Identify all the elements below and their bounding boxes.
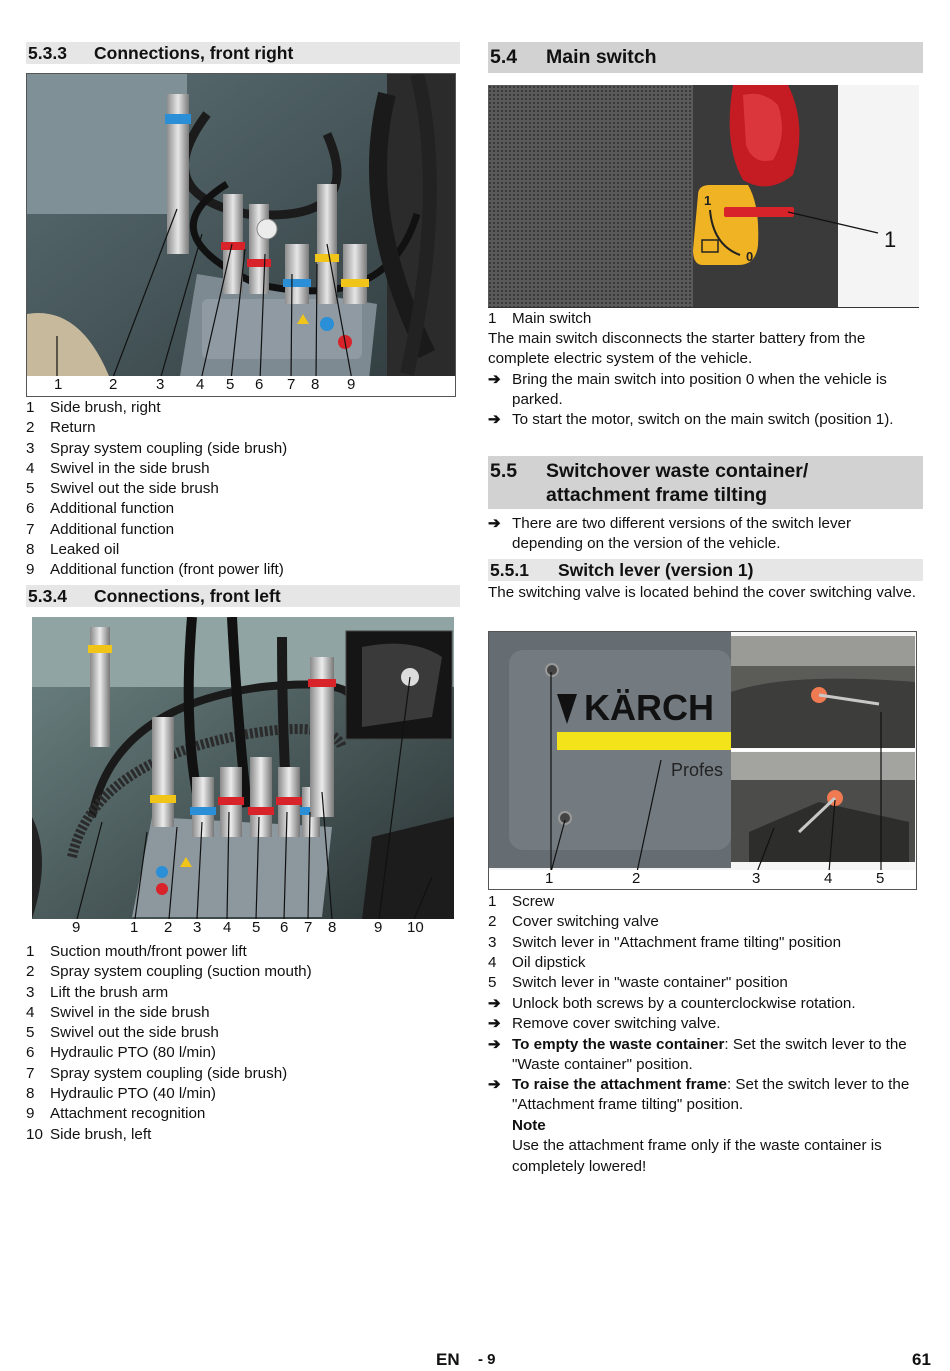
list-item: 7 Spray system coupling (side brush) — [26, 1064, 288, 1082]
legend-list-5-3-3 — [26, 398, 460, 581]
arrow-right-icon: ➔ — [488, 515, 501, 532]
section-title: Connections, front right — [94, 43, 294, 63]
section-number: 5.3.3 — [28, 43, 67, 63]
photo-callout: 2 — [109, 376, 118, 393]
footer-subpage: - 9 — [478, 1351, 496, 1368]
instruction-step: ➔ To start the motor, switch on the main switch (position 1). — [488, 410, 923, 430]
instruction-step: ➔ To raise the attachment frame: Set the switch lever to the "Attachment frame tilting" position. — [488, 1076, 910, 1114]
list-item: 1 Screw — [488, 893, 555, 910]
list-item: 7 Additional function — [26, 520, 175, 538]
arrow-right-icon: ➔ — [488, 1076, 501, 1093]
switch-lever-illustration — [489, 632, 917, 890]
list-item: 5 Switch lever in "waste container" position — [488, 974, 788, 992]
photo-switch-lever — [488, 631, 917, 890]
section-heading-5-4 — [488, 42, 923, 73]
list-item: 3 Lift the brush arm — [26, 983, 169, 1001]
list-item: 9 Additional function (front power lift) — [26, 561, 284, 579]
photo-callout: 9 — [347, 376, 356, 393]
section-title: Switch lever (version 1) — [558, 560, 754, 580]
section-heading-5-3-4 — [26, 585, 460, 607]
photo-callout: 2 — [164, 919, 173, 936]
list-item: 2 Return — [26, 419, 96, 437]
note-text: Use the attachment frame only if the waste container is completely lowered! — [512, 1137, 882, 1175]
list-item: 8 Hydraulic PTO (40 l/min) — [26, 1085, 216, 1103]
arrow-right-icon: ➔ — [488, 411, 501, 428]
photo-callout: 10 — [407, 919, 424, 936]
section-title-line: Switchover waste container/ — [546, 460, 809, 482]
section-title-line: attachment frame tilting — [546, 484, 768, 506]
list-item: 4 Swivel in the side brush — [26, 1003, 210, 1021]
switch-position-label-0: 0 — [746, 249, 754, 264]
list-item: 9 Attachment recognition — [26, 1105, 206, 1123]
photo-callout: 3 — [193, 919, 202, 936]
photo-connections-front-right — [26, 73, 456, 397]
section-number: 5.4 — [490, 46, 518, 68]
brand-logo-text: KÄRCH — [584, 687, 714, 728]
photo-callout: 5 — [252, 919, 261, 936]
list-item: 5 Swivel out the side brush — [26, 1024, 219, 1042]
list-item: 8 Leaked oil — [26, 541, 120, 559]
list-item: 6 Additional function — [26, 500, 175, 518]
photo-callout: 1 — [545, 870, 554, 887]
brand-sub-text: Profes — [671, 760, 724, 780]
photo-callout: 6 — [280, 919, 289, 936]
photo-callout: 8 — [328, 919, 337, 936]
footer-language: EN — [436, 1350, 460, 1369]
footer-page-number: 61 — [912, 1350, 931, 1369]
section-heading-5-5 — [488, 456, 923, 509]
photo-callout: 9 — [374, 919, 383, 936]
list-item: 3 Spray system coupling (side brush) — [26, 439, 288, 457]
list-item: 2 Cover switching valve — [488, 913, 659, 931]
photo-callout: 1 — [884, 227, 897, 252]
list-item: 1 Main switch — [488, 310, 592, 327]
photo-callout: 4 — [824, 870, 833, 887]
paragraph-main-switch: The main switch disconnects the starter battery from the complete electric system of the vehicle. — [488, 330, 866, 368]
photo-main-switch — [488, 85, 919, 308]
legend-list-5-5-1 — [488, 892, 923, 993]
section-number: 5.3.4 — [28, 586, 67, 606]
photo-callout: 9 — [72, 919, 81, 936]
list-item: 2 Spray system coupling (suction mouth) — [26, 963, 312, 981]
list-item: 5 Swivel out the side brush — [26, 480, 219, 498]
photo-callout: 4 — [223, 919, 232, 936]
photo-callout: 5 — [226, 376, 235, 393]
photo-callout: 1 — [54, 376, 63, 393]
instruction-step: ➔ To empty the waste container: Set the switch lever to the "Waste container" position. — [488, 1036, 907, 1074]
photo-callout: 8 — [311, 376, 320, 393]
list-item: 1 Side brush, right — [26, 399, 161, 416]
photo-callout-row — [489, 870, 916, 890]
photo-callout: 3 — [156, 376, 165, 393]
list-item: 4 Oil dipstick — [488, 953, 586, 971]
photo-callout-row — [32, 919, 454, 941]
photo-callout-row — [27, 376, 455, 397]
section-number: 5.5 — [490, 460, 518, 482]
list-item: 3 Switch lever in "Attachment frame tilting" position — [488, 933, 842, 951]
photo-callout: 7 — [304, 919, 313, 936]
list-item: 1 Suction mouth/front power lift — [26, 943, 247, 960]
list-item: 4 Swivel in the side brush — [26, 459, 210, 477]
photo-callout: 6 — [255, 376, 264, 393]
section-heading-5-3-3 — [26, 42, 460, 64]
note-title: Note — [512, 1117, 546, 1134]
section-title: Main switch — [546, 46, 657, 68]
list-item: 6 Hydraulic PTO (80 l/min) — [26, 1044, 216, 1062]
photo-callout: 7 — [287, 376, 296, 393]
arrow-right-icon: ➔ — [488, 1036, 501, 1053]
photo-callout: 4 — [196, 376, 205, 393]
photo-callout: 5 — [876, 870, 885, 887]
arrow-right-icon: ➔ — [488, 995, 501, 1012]
arrow-right-icon: ➔ — [488, 1015, 501, 1032]
section-number: 5.5.1 — [490, 560, 529, 580]
instruction-step: ➔ There are two different versions of the switch lever depending on the version of the vehicle. — [488, 515, 852, 553]
main-switch-illustration — [488, 85, 919, 308]
arrow-right-icon: ➔ — [488, 371, 501, 388]
legend-list-5-3-4 — [26, 942, 460, 1145]
section-heading-5-5-1 — [488, 559, 923, 581]
paragraph-switching-valve: The switching valve is located behind the cover switching valve. — [488, 584, 917, 601]
photo-callout: 2 — [632, 870, 641, 887]
legend-list-5-4 — [488, 309, 923, 329]
list-item: 10 Side brush, left — [26, 1125, 152, 1143]
instruction-step: ➔ Bring the main switch into position 0 when the vehicle is parked. — [488, 371, 887, 409]
section-title: Connections, front left — [94, 586, 281, 606]
instruction-step: ➔ Unlock both screws by a counterclockwise rotation. — [488, 994, 923, 1014]
hydraulic-connections-illustration — [27, 74, 456, 397]
photo-connections-front-left — [32, 617, 454, 941]
photo-callout: 1 — [130, 919, 139, 936]
switch-position-label-1: 1 — [704, 193, 712, 208]
photo-callout: 3 — [752, 870, 761, 887]
hydraulic-connections-illustration — [32, 617, 454, 941]
instruction-step: ➔ Remove cover switching valve. — [488, 1014, 923, 1034]
note-block — [488, 1116, 923, 1177]
